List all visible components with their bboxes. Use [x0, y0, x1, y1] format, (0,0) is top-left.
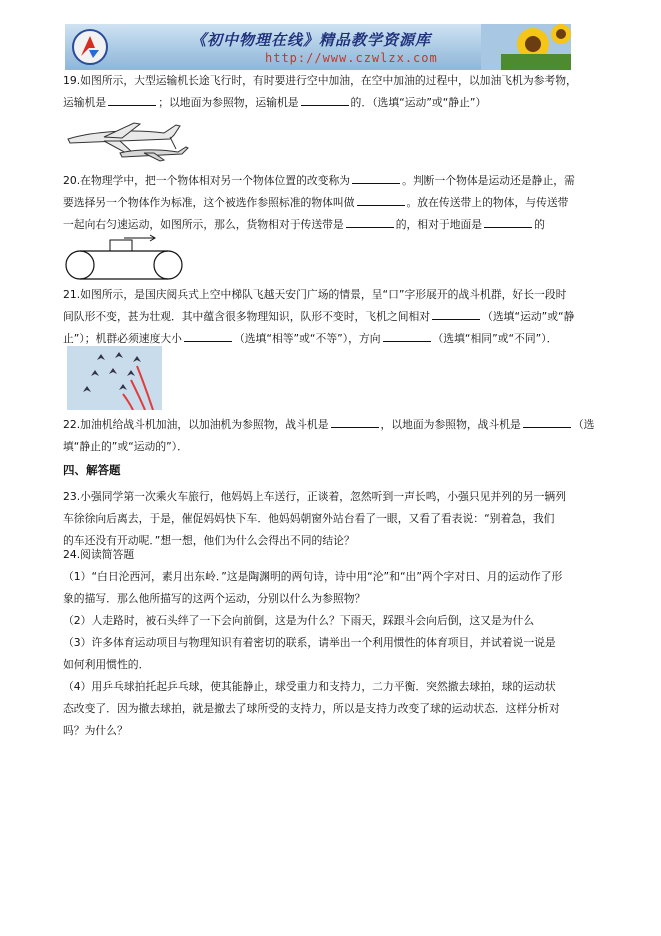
- q22-text-c: （选: [572, 418, 595, 431]
- q20-line1: [63, 170, 603, 192]
- answer-blank[interactable]: [346, 215, 394, 228]
- q19-text-b: ；以地面为参照物，运输机是: [158, 96, 299, 109]
- header-banner: [65, 24, 571, 70]
- q21-text-c: 止”）；机群必须速度大小: [63, 332, 182, 345]
- q23-line3: 的车还没有开动呢．”想一想，他们为什么会得出不同的结论？: [63, 534, 355, 547]
- q20-text-c: 要选择另一个物体作为标准，这个被选作参照标准的物体叫做: [63, 196, 355, 209]
- q19-text-c: 的．（选填“运动”或“静止”）: [350, 96, 487, 109]
- fighter-formation-photo: [67, 346, 162, 410]
- q22-line2: 填“静止的”或“运动的”）．: [63, 440, 188, 453]
- q20-text-f: 的，相对于地面是: [395, 218, 483, 231]
- banner-title: 《初中物理在线》精品教学资源库: [191, 31, 432, 49]
- q24-p3-line2: 如何利用惯性的．: [63, 658, 150, 671]
- q24-p3-line1: （3）许多体育运动项目与物理知识有着密切的联系，请举出一个利用惯性的体育项目，并试着说一说是: [63, 636, 556, 649]
- sunflower-icon: [481, 24, 571, 70]
- section-heading: 四、解答题: [63, 463, 121, 477]
- q19-line1: 19.如图所示，大型运输机长途飞行时，有时要进行空中加油，在空中加油的过程中，以加油飞机为参考物，: [63, 74, 577, 87]
- q24-p2: （2）人走路时，被石头绊了一下会向前倒，这是为什么？下雨天，踩跟斗会向后倒，这又是为什么: [63, 614, 535, 627]
- answer-blank[interactable]: [352, 171, 400, 184]
- q21-line2: [63, 306, 603, 328]
- q21-text-e: （选填“相同”或“不同”）．: [432, 332, 558, 345]
- q24-p4-line2: 态改变了．因为撤去球拍，就是撤去了球所受的支持力，所以是支持力改变了球的运动状态．这样分析对: [63, 702, 560, 715]
- q19-line2: [63, 92, 603, 114]
- q24-p4-line1: （4）用乒乓球拍托起乒乓球，使其能静止，球受重力和支持力，二力平衡．突然撤去球拍，球的运动状: [63, 680, 556, 693]
- answer-blank[interactable]: [432, 307, 480, 320]
- banner-url: http://www.czwlzx.com: [265, 51, 438, 65]
- q20-text-b: 。判断一个物体是运动还是静止，需: [402, 174, 575, 187]
- answer-blank[interactable]: [331, 415, 379, 428]
- q24-title: 24.阅读简答题: [63, 548, 135, 561]
- conveyor-belt-figure: [64, 234, 186, 282]
- q21-text-a: 间队形不变，甚为壮观．其中蕴含很多物理知识，队形不变时，飞机之间相对: [63, 310, 431, 323]
- q20-text-g: 的: [534, 218, 545, 231]
- site-logo-icon: [71, 28, 109, 66]
- answer-blank[interactable]: [484, 215, 532, 228]
- answer-blank[interactable]: [108, 93, 156, 106]
- q20-line3: [63, 214, 603, 236]
- q22-text-a: 22.加油机给战斗机加油，以加油机为参照物，战斗机是: [63, 418, 329, 431]
- q20-text-d: 。放在传送带上的物体，与传送带: [406, 196, 569, 209]
- q24-p1-line1: （1）“白日沦西河，素月出东岭．”这是陶渊明的两句诗，诗中用“沦”和“出”两个字对日、月的运动作了形: [63, 570, 563, 583]
- q23-line1: 23.小强同学第一次乘火车旅行，他妈妈上车送行，正谈着，忽然听到一声长鸣，小强只见并列的另一辆列: [63, 490, 567, 503]
- q22-line1: [63, 414, 603, 436]
- answer-blank[interactable]: [301, 93, 349, 106]
- q23-line2: 车徐徐向后离去，于是，催促妈妈快下车．他妈妈朝窗外站台看了一眼，又看了看表说：“别着急，我们: [63, 512, 555, 525]
- q19-text-a: 运输机是: [63, 96, 107, 109]
- answer-blank[interactable]: [523, 415, 571, 428]
- answer-blank[interactable]: [184, 329, 232, 342]
- refueling-aircraft-figure: [64, 117, 190, 167]
- q22-text-b: ，以地面为参照物，战斗机是: [380, 418, 521, 431]
- q21-line1: 21.如图所示，是国庆阅兵式上空中梯队飞越天安门广场的情景，呈“口”字形展开的战斗机群，好长一段时: [63, 288, 567, 301]
- answer-blank[interactable]: [383, 329, 431, 342]
- q20-line2: [63, 192, 603, 214]
- q20-text-e: 一起向右匀速运动，如图所示，那么，货物相对于传送带是: [63, 218, 344, 231]
- q21-text-b: （选填“运动”或“静: [482, 310, 575, 323]
- q24-p4-line3: 吗？为什么？: [63, 724, 128, 737]
- q24-p1-line2: 象的描写．那么他所描写的这两个运动，分别以什么为参照物？: [63, 592, 366, 605]
- answer-blank[interactable]: [357, 193, 405, 206]
- q21-text-d: （选填“相等”或“不等”），方向: [233, 332, 381, 345]
- q20-text-a: 20.在物理学中，把一个物体相对另一个物体位置的改变称为: [63, 174, 351, 187]
